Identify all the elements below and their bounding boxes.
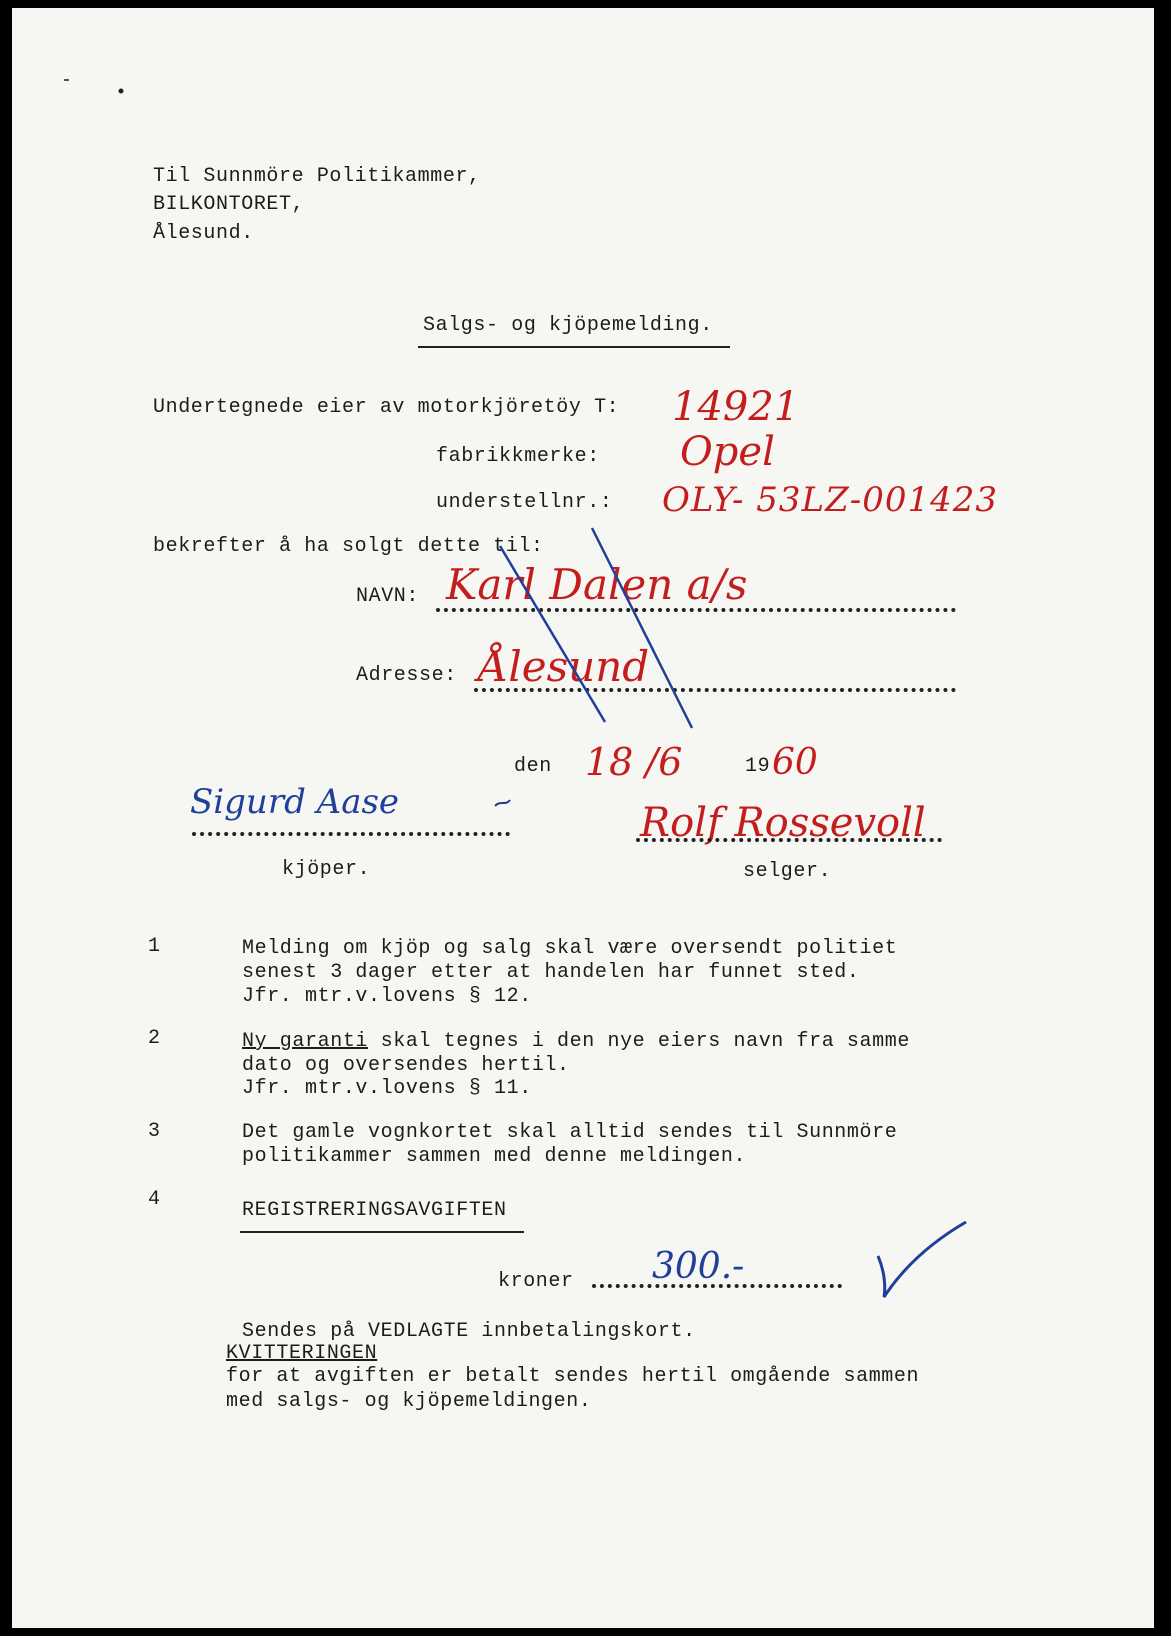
note-2-line-1-rest: skal tegnes i den nye eiers navn fra samme: [368, 1030, 910, 1053]
note-1-line-3: Jfr. mtr.v.lovens § 12.: [242, 985, 532, 1008]
sold-to-label: bekrefter å ha solgt dette til:: [153, 535, 544, 558]
chassis-label: understellnr.:: [436, 491, 613, 514]
cross-out-stroke-1: [500, 546, 605, 722]
recipient-line-1: Til Sunnmöre Politikammer,: [153, 165, 481, 188]
cross-out-stroke-2: [592, 528, 692, 728]
kroner-label: kroner: [498, 1270, 574, 1293]
seller-label: selger.: [743, 860, 832, 883]
footer-line-1: Sendes på VEDLAGTE innbetalingskort.: [242, 1320, 696, 1343]
note-3-line-2: politikammer sammen med denne meldingen.: [242, 1145, 747, 1168]
seller-signature: Rolf Rossevoll: [640, 800, 926, 846]
footer-line-3: for at avgiften er betalt sendes hertil omgående sammen: [226, 1365, 920, 1388]
note-2-number: 2: [148, 1027, 161, 1050]
address-label: Adresse:: [356, 664, 457, 687]
footer-line-2: KVITTERINGEN: [226, 1342, 378, 1365]
fee-amount-handwritten: 300.-: [652, 1246, 745, 1287]
footer-line-4: med salgs- og kjöpemeldingen.: [226, 1390, 592, 1413]
fee-heading: REGISTRERINGSAVGIFTEN: [242, 1199, 507, 1222]
note-1-number: 1: [148, 935, 161, 958]
punch-mark: [119, 89, 124, 94]
recipient-line-3: Ålesund.: [153, 222, 254, 245]
year-prefix: 19: [745, 755, 771, 778]
note-2-line-3: Jfr. mtr.v.lovens § 11.: [242, 1077, 532, 1100]
buyer-signature: Sigurd Aase: [190, 782, 400, 822]
make-handwritten: Opel: [680, 429, 775, 475]
note-4-number: 4: [148, 1188, 161, 1211]
recipient-line-2: BILKONTORET,: [153, 193, 305, 216]
owner-label: Undertegnede eier av motorkjöretöy T:: [153, 396, 620, 419]
note-2-line-2: dato og oversendes hertil.: [242, 1054, 570, 1077]
name-label: NAVN:: [356, 585, 420, 608]
buyer-name-handwritten: Karl Dalen a/s: [446, 560, 748, 609]
form-title: Salgs- og kjöpemelding.: [423, 314, 713, 337]
scratch-mark: [64, 79, 69, 81]
note-3-number: 3: [148, 1120, 161, 1143]
note-1-line-2: senest 3 dager etter at handelen har funnet sted.: [242, 961, 860, 984]
year-suffix-handwritten: 60: [772, 742, 818, 783]
buyer-address-handwritten: Ålesund: [478, 642, 650, 691]
note-2-underlined-term: Ny garanti: [242, 1030, 369, 1053]
date-day-month-handwritten: 18 /6: [585, 740, 683, 784]
make-label: fabrikkmerke:: [436, 445, 600, 468]
registration-number-handwritten: 14921: [672, 384, 800, 430]
check-mark: [878, 1222, 966, 1297]
date-label: den: [514, 755, 552, 778]
note-1-line-1: Melding om kjöp og salg skal være oversendt politiet: [242, 937, 898, 960]
buyer-label: kjöper.: [282, 858, 371, 881]
note-3-line-1: Det gamle vognkortet skal alltid sendes til Sunnmöre: [242, 1121, 898, 1144]
buyer-signature-tail: [495, 800, 510, 806]
chassis-number-handwritten: OLY- 53LZ-001423: [662, 480, 999, 520]
